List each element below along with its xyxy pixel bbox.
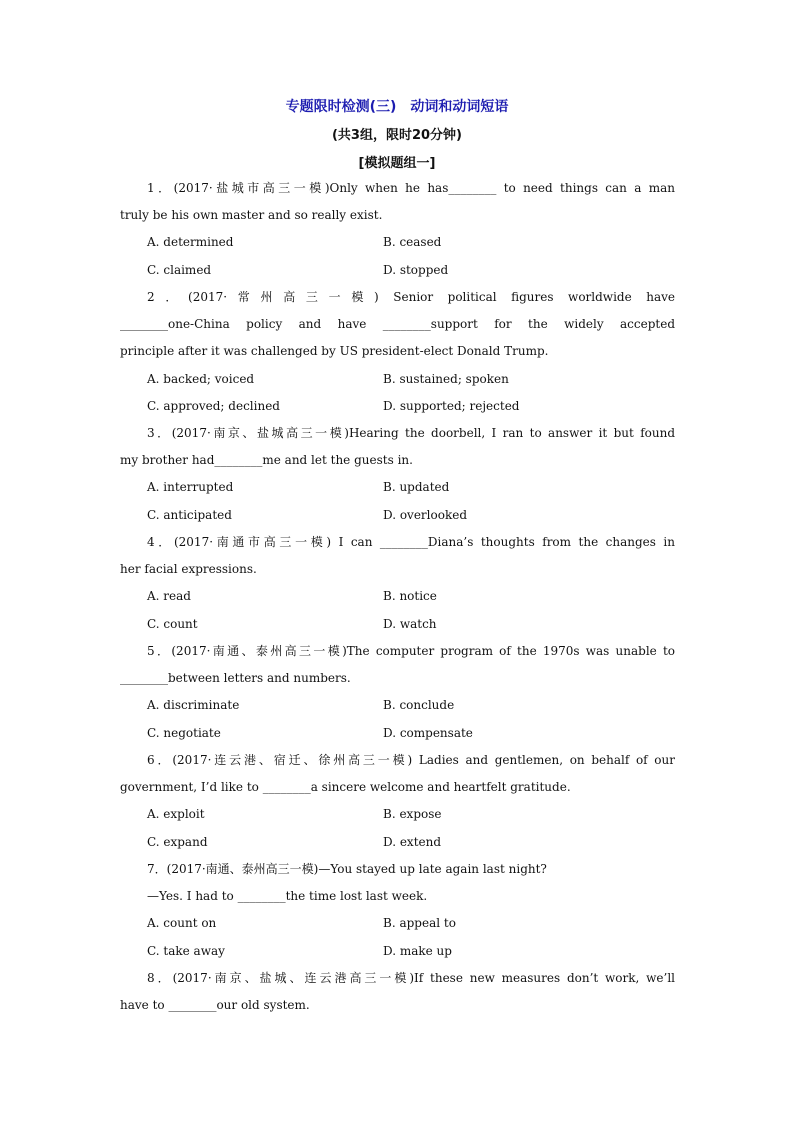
question-2-option-a: A. backed; voiced [147,372,255,386]
question-5-line-1: 5．(2017·南通、泰州高三一模)The computer program of the 1970s was unable to [147,644,675,658]
question-7-line-1: 7．(2017·南通、泰州高三一模)—You stayed up late again last night? [147,862,547,876]
question-7-line-2: —Yes. I had to ________the time lost last week. [147,889,428,903]
question-3-option-b: B. updated [383,480,450,494]
question-1-line-2: truly be his own master and so really exist. [120,208,383,222]
question-6-option-d: D. extend [383,835,442,849]
question-4-line-1: 4．(2017·南通市高三一模) I can ________Diana’s thoughts from the changes in [147,535,675,549]
question-5-option-c: C. negotiate [147,726,221,740]
question-5-option-d: D. compensate [383,726,473,740]
question-6-option-a: A. exploit [147,807,205,821]
question-2-option-b: B. sustained; spoken [383,372,509,386]
question-3-option-c: C. anticipated [147,508,232,522]
question-group-heading: [模拟题组一] [358,156,436,171]
question-3-option-a: A. interrupted [147,480,234,494]
question-3-line-2: my brother had________me and let the guests in. [120,453,413,467]
question-8-line-2: have to ________our old system. [120,998,310,1012]
question-3-line-1: 3．(2017·南京、盐城高三一模)Hearing the doorbell, I ran to answer it but found [147,426,675,440]
question-5-option-b: B. conclude [383,698,455,712]
question-3-option-d: D. overlooked [383,508,468,522]
question-5-line-2: ________between letters and numbers. [120,671,351,685]
question-6-option-b: B. expose [383,807,442,821]
question-1-line-1: 1．(2017·盐城市高三一模)Only when he has________ to need things can a man [147,181,675,195]
question-1-option-d: D. stopped [383,263,449,277]
question-6-line-2: government, I’d like to ________a sincere welcome and heartfelt gratitude. [120,780,571,794]
question-6-line-1: 6．(2017·连云港、宿迁、徐州高三一模) Ladies and gentlemen, on behalf of our [147,753,675,767]
question-2-line-3: principle after it was challenged by US president-elect Donald Trump. [120,344,549,358]
question-2-line-1: 2．(2017·常州高三一模) Senior political figures worldwide have [147,290,675,304]
question-2-line-2: ________one-China policy and have ________support for the widely accepted [120,317,675,331]
question-7-option-b: B. appeal to [383,916,456,930]
question-7-option-c: C. take away [147,944,225,958]
question-1-option-c: C. claimed [147,263,212,277]
question-1-option-b: B. ceased [383,235,442,249]
question-2-option-d: D. supported; rejected [383,399,520,413]
question-4-line-2: her facial expressions. [120,562,257,576]
question-6-option-c: C. expand [147,835,208,849]
question-4-option-d: D. watch [383,617,437,631]
question-4-option-b: B. notice [383,589,437,603]
page-subtitle: (共3组，限时20分钟) [331,128,463,143]
question-1-option-a: A. determined [147,235,234,249]
question-4-option-c: C. count [147,617,198,631]
question-7-option-d: D. make up [383,944,452,958]
question-7-option-a: A. count on [147,916,217,930]
question-5-option-a: A. discriminate [147,698,240,712]
page-title: 专题限时检测(三) 动词和动词短语 [285,99,509,115]
question-2-option-c: C. approved; declined [147,399,280,413]
question-8-line-1: 8．(2017·南京、盐城、连云港高三一模)If these new measures don’t work, we’ll [147,971,675,985]
question-4-option-a: A. read [147,589,191,603]
